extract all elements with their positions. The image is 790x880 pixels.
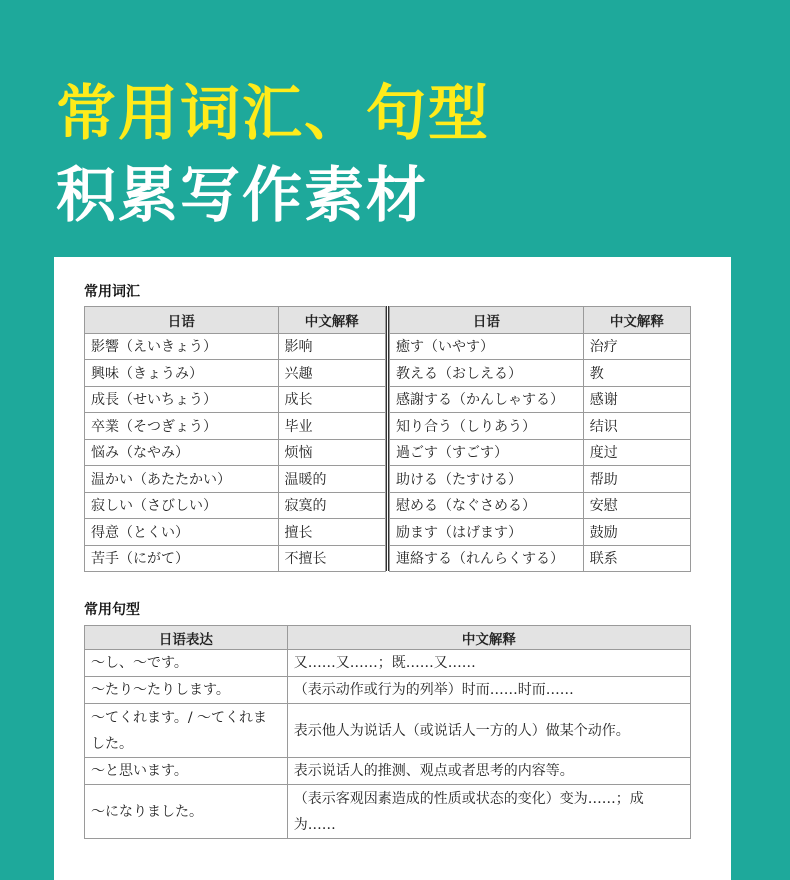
table-row bbox=[390, 360, 691, 387]
cn-cell: 安慰 bbox=[583, 492, 690, 519]
title-line-2: 积累写作素材 bbox=[56, 161, 428, 231]
cn-cell: 烦恼 bbox=[278, 439, 386, 466]
jp-cell: 連絡する（れんらくする） bbox=[390, 545, 584, 572]
table-row bbox=[85, 333, 386, 360]
jp-cell: 苦手（にがて） bbox=[85, 545, 279, 572]
jp-cell: 寂しい（さびしい） bbox=[85, 492, 279, 519]
title-line-1: 常用词汇、句型 bbox=[56, 79, 490, 149]
table-row bbox=[85, 704, 691, 758]
table-row bbox=[85, 519, 386, 546]
table-row bbox=[85, 439, 386, 466]
table-row bbox=[390, 492, 691, 519]
cn-cell: 不擅长 bbox=[278, 545, 386, 572]
vocab-table-right bbox=[389, 306, 691, 572]
jp-cell: 得意（とくい） bbox=[85, 519, 279, 546]
table-row bbox=[85, 677, 691, 704]
col-header-jp: 日语表达 bbox=[85, 626, 288, 650]
table-row bbox=[85, 360, 386, 387]
jp-cell: 感謝する（かんしゃする） bbox=[390, 386, 584, 413]
cn-cell: 擅长 bbox=[278, 519, 386, 546]
table-row bbox=[390, 466, 691, 493]
jp-cell: 影響（えいきょう） bbox=[85, 333, 279, 360]
cn-cell: 温暖的 bbox=[278, 466, 386, 493]
col-header-cn: 中文解释 bbox=[278, 307, 386, 334]
jp-cell: ～てくれます。/ ～てくれました。 bbox=[85, 704, 288, 758]
vocab-table-left bbox=[84, 306, 386, 572]
table-row bbox=[390, 386, 691, 413]
jp-cell: 卒業（そつぎょう） bbox=[85, 413, 279, 440]
jp-cell: 成長（せいちょう） bbox=[85, 386, 279, 413]
jp-cell: 悩み（なやみ） bbox=[85, 439, 279, 466]
cn-cell: 表示说话人的推测、观点或者思考的内容等。 bbox=[287, 758, 690, 785]
jp-cell: 癒す（いやす） bbox=[390, 333, 584, 360]
cn-cell: （表示客观因素造成的性质或状态的变化）变为……；成为…… bbox=[287, 785, 690, 839]
col-header-jp: 日语 bbox=[390, 307, 584, 334]
table-row bbox=[85, 545, 386, 572]
table-row bbox=[85, 785, 691, 839]
table-row bbox=[85, 650, 691, 677]
cn-cell: 帮助 bbox=[583, 466, 690, 493]
jp-cell: ～になりました。 bbox=[85, 785, 288, 839]
cn-cell: 表示他人为说话人（或说话人一方的人）做某个动作。 bbox=[287, 704, 690, 758]
table-row bbox=[390, 545, 691, 572]
cn-cell: 影响 bbox=[278, 333, 386, 360]
pattern-table bbox=[84, 625, 691, 839]
cn-cell: 兴趣 bbox=[278, 360, 386, 387]
jp-cell: 知り合う（しりあう） bbox=[390, 413, 584, 440]
cn-cell: 度过 bbox=[583, 439, 690, 466]
table-row bbox=[85, 758, 691, 785]
table-row bbox=[85, 466, 386, 493]
cn-cell: （表示动作或行为的列举）时而……时而…… bbox=[287, 677, 690, 704]
jp-cell: 過ごす（すごす） bbox=[390, 439, 584, 466]
jp-cell: 興味（きょうみ） bbox=[85, 360, 279, 387]
jp-cell: 慰める（なぐさめる） bbox=[390, 492, 584, 519]
table-row bbox=[390, 439, 691, 466]
jp-cell: ～し、～です。 bbox=[85, 650, 288, 677]
table-row bbox=[85, 413, 386, 440]
table-row bbox=[85, 492, 386, 519]
cn-cell: 成长 bbox=[278, 386, 386, 413]
cn-cell: 教 bbox=[583, 360, 690, 387]
table-row bbox=[390, 413, 691, 440]
cn-cell: 毕业 bbox=[278, 413, 386, 440]
table-row bbox=[390, 333, 691, 360]
jp-cell: 助ける（たすける） bbox=[390, 466, 584, 493]
cn-cell: 治疗 bbox=[583, 333, 690, 360]
jp-cell: 励ます（はげます） bbox=[390, 519, 584, 546]
table-row bbox=[85, 386, 386, 413]
col-header-jp: 日语 bbox=[85, 307, 279, 334]
col-header-cn: 中文解释 bbox=[583, 307, 690, 334]
cn-cell: 结识 bbox=[583, 413, 690, 440]
table-row bbox=[390, 519, 691, 546]
cn-cell: 感谢 bbox=[583, 386, 690, 413]
cn-cell: 又……又……；既……又…… bbox=[287, 650, 690, 677]
vocab-section-label: 常用词汇 bbox=[84, 284, 140, 300]
cn-cell: 寂寞的 bbox=[278, 492, 386, 519]
jp-cell: ～たり～たりします。 bbox=[85, 677, 288, 704]
jp-cell: 教える（おしえる） bbox=[390, 360, 584, 387]
cn-cell: 联系 bbox=[583, 545, 690, 572]
pattern-section-label: 常用句型 bbox=[84, 602, 140, 618]
document-page bbox=[54, 257, 731, 880]
jp-cell: 温かい（あたたかい） bbox=[85, 466, 279, 493]
cn-cell: 鼓励 bbox=[583, 519, 690, 546]
col-header-cn: 中文解释 bbox=[287, 626, 690, 650]
jp-cell: ～と思います。 bbox=[85, 758, 288, 785]
